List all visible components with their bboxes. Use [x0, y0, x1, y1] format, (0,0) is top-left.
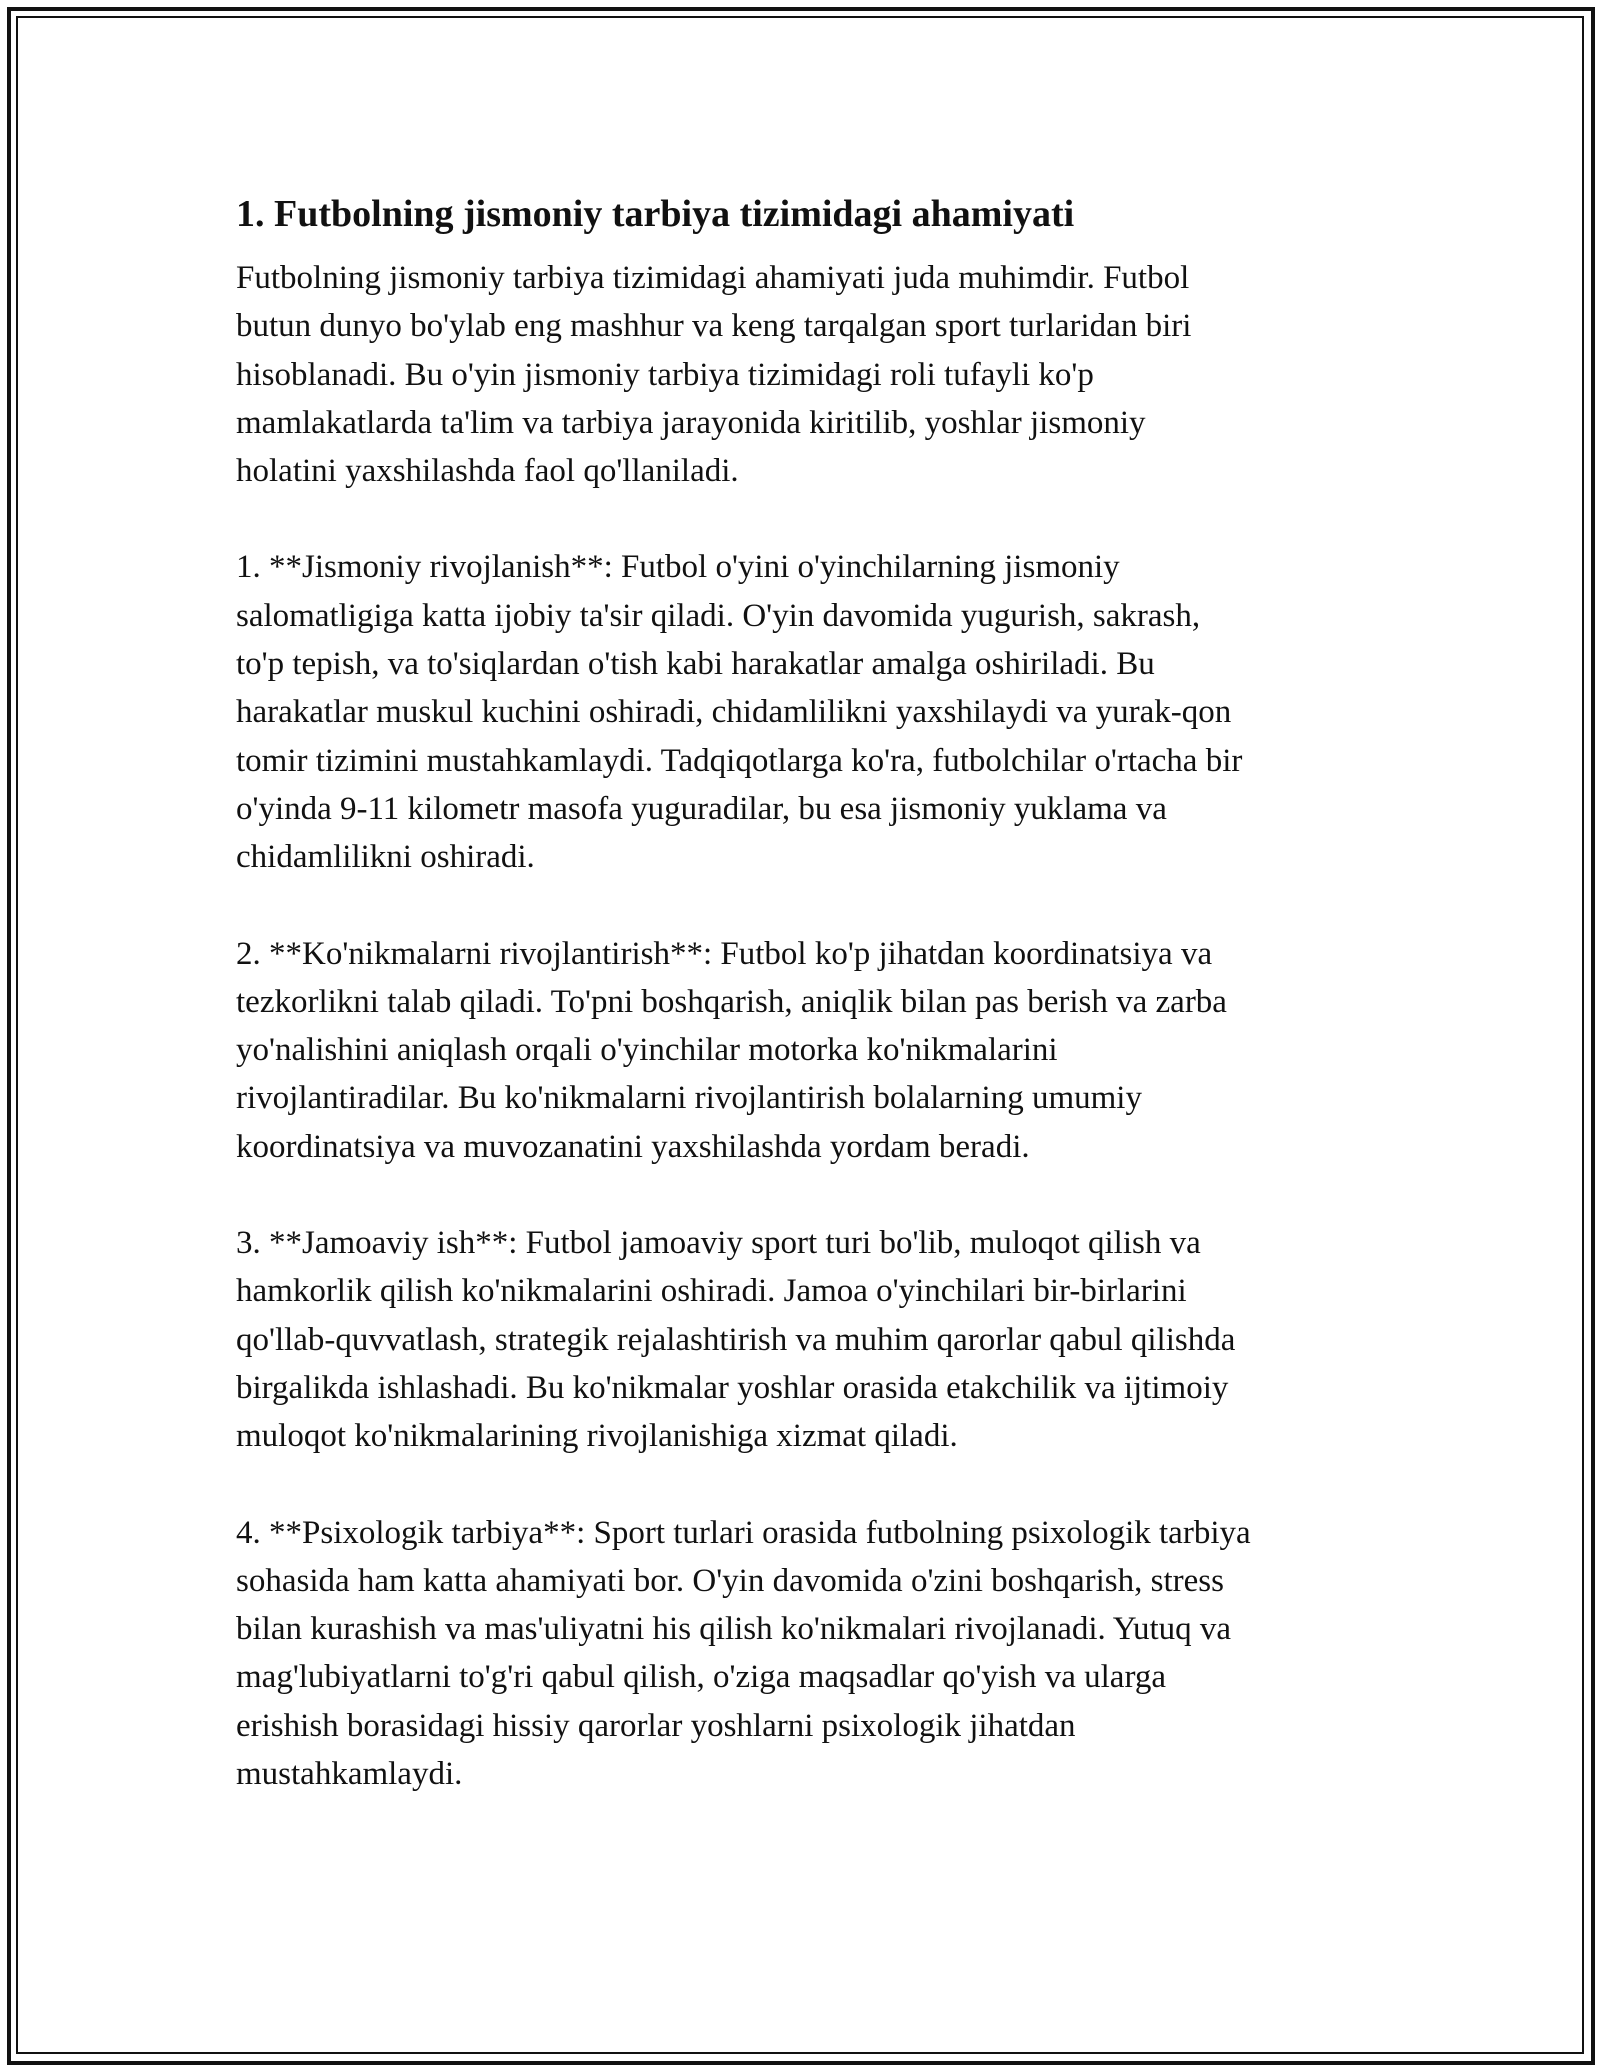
- paragraph-skills: [236, 930, 1386, 1171]
- text-line: rivojlantiradilar. Bu ko'nikmalarni rivojlantirish bolalarning umumiy: [236, 1080, 1142, 1117]
- text-line: sohasida ham katta ahamiyati bor. O'yin davomida o'zini boshqarish, stress: [236, 1562, 1224, 1599]
- text-line: 1. **Jismoniy rivojlanish**: Futbol o'yini o'yinchilarning jismoniy: [236, 549, 1120, 586]
- text-line: Futbolning jismoniy tarbiya tizimidagi ahamiyati juda muhimdir. Futbol: [236, 260, 1190, 296]
- text-line: qo'llab-quvvatlash, strategik rejalashtirish va muhim qarorlar qabul qilishda: [236, 1321, 1236, 1358]
- text-line: to'p tepish, va to'siqlardan o'tish kabi harakatlar amalga oshiriladi. Bu: [236, 646, 1155, 683]
- paragraph-intro: [236, 254, 1386, 495]
- text-line: 3. **Jamoaviy ish**: Futbol jamoaviy sport turi bo'lib, muloqot qilish va: [236, 1225, 1201, 1262]
- text-line: hisoblanadi. Bu o'yin jismoniy tarbiya tizimidagi roli tufayli ko'p: [236, 356, 1094, 393]
- paragraph-physical-development: [236, 543, 1386, 881]
- text-line: holatini yaxshilashda faol qo'llaniladi.: [236, 453, 739, 490]
- paragraph-teamwork: [236, 1219, 1386, 1460]
- text-line: o'yinda 9-11 kilometr masofa yuguradilar, bu esa jismoniy yuklama va: [236, 790, 1167, 827]
- text-line: mag'lubiyatlarni to'g'ri qabul qilish, o'ziga maqsadlar qo'yish va ularga: [236, 1659, 1166, 1696]
- text-line: 2. **Ko'nikmalarni rivojlantirish**: Futbol ko'p jihatdan koordinatsiya va: [236, 935, 1213, 972]
- text-line: muloqot ko'nikmalarining rivojlanishiga xizmat qiladi.: [236, 1418, 958, 1455]
- paragraph-psychology: [236, 1509, 1386, 1799]
- text-line: bilan kurashish va mas'uliyatni his qilish ko'nikmalari rivojlanadi. Yutuq va: [236, 1611, 1232, 1648]
- text-line: tomir tizimini mustahkamlaydi. Tadqiqotlarga ko'ra, futbolchilar o'rtacha bir: [236, 742, 1243, 779]
- document-body: [236, 186, 1386, 1798]
- text-line: birgalikda ishlashadi. Bu ko'nikmalar yoshlar orasida etakchilik va ijtimoiy: [236, 1369, 1229, 1406]
- page-title: 1. Futbolning jismoniy tarbiya tizimidagi ahamiyati: [236, 193, 1075, 235]
- text-line: 4. **Psixologik tarbiya**: Sport turlari orasida futbolning psixologik tarbiya: [236, 1514, 1251, 1551]
- text-line: mustahkamlaydi.: [236, 1756, 463, 1793]
- text-line: koordinatsiya va muvozanatini yaxshilashda yordam beradi.: [236, 1128, 1030, 1165]
- text-line: butun dunyo bo'ylab eng mashhur va keng tarqalgan sport turlaridan biri: [236, 308, 1192, 345]
- text-line: tezkorlikni talab qiladi. To'pni boshqarish, aniqlik bilan pas berish va zarba: [236, 983, 1227, 1020]
- text-line: mamlakatlarda ta'lim va tarbiya jarayonida kiritilib, yoshlar jismoniy: [236, 404, 1146, 441]
- text-line: harakatlar muskul kuchini oshiradi, chidamlilikni yaxshilaydi va yurak-qon: [236, 694, 1232, 731]
- text-line: erishish borasidagi hissiy qarorlar yoshlarni psixologik jihatdan: [236, 1707, 1076, 1744]
- text-line: salomatligiga katta ijobiy ta'sir qiladi. O'yin davomida yugurish, sakrash,: [236, 597, 1201, 634]
- text-line: hamkorlik qilish ko'nikmalarini oshiradi. Jamoa o'yinchilari bir-birlarini: [236, 1273, 1187, 1310]
- text-line: chidamlilikni oshiradi.: [236, 839, 535, 876]
- text-line: yo'nalishini aniqlash orqali o'yinchilar motorka ko'nikmalarini: [236, 1032, 1058, 1069]
